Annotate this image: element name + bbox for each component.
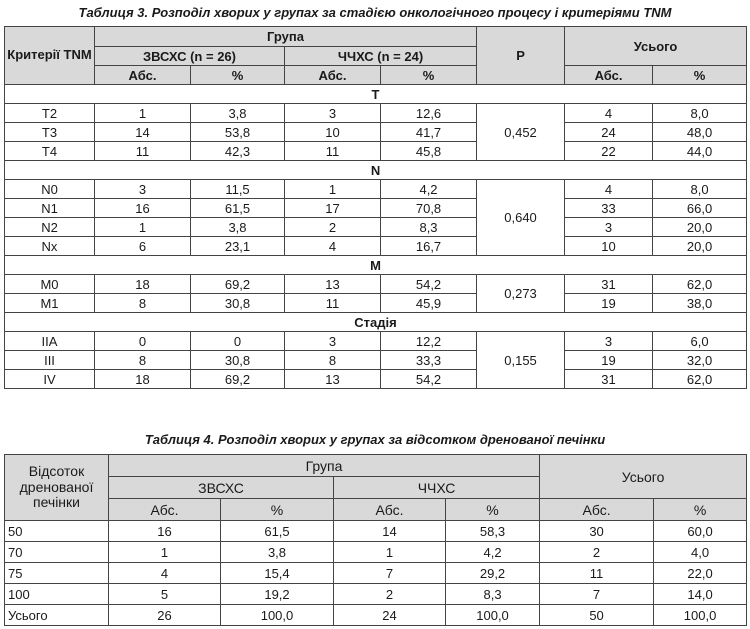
total-abs: 2: [540, 542, 654, 563]
p-value: 0,273: [477, 275, 565, 313]
total-abs: 50: [540, 605, 654, 626]
total-pct: 14,0: [654, 584, 747, 605]
group1-abs: 1: [109, 542, 221, 563]
group1-abs: 16: [95, 199, 191, 218]
total-pct: 44,0: [653, 142, 747, 161]
group2-pct: 16,7: [381, 237, 477, 256]
row-label: T3: [5, 123, 95, 142]
group2-abs: 1: [334, 542, 446, 563]
total-abs: 24: [565, 123, 653, 142]
group2-pct: 8,3: [446, 584, 540, 605]
group2-abs: 14: [334, 521, 446, 542]
table3-caption: Таблиця 3. Розподіл хворих у групах за стадією онкологічного процесу і критеріями TNM: [78, 5, 672, 20]
table3-body: [5, 85, 747, 389]
pct-header: %: [446, 499, 540, 521]
group1-pct: 53,8: [191, 123, 285, 142]
group2-pct: 45,8: [381, 142, 477, 161]
section-title: M: [5, 256, 747, 275]
row-label: 75: [5, 563, 109, 584]
pct-header: %: [191, 66, 285, 85]
group1-pct: 23,1: [191, 237, 285, 256]
group2-abs: 7: [334, 563, 446, 584]
criteria-header: Критерії TNM: [5, 27, 95, 85]
section-title: N: [5, 161, 747, 180]
group2-abs: 4: [285, 237, 381, 256]
group1-pct: 15,4: [221, 563, 334, 584]
pct-header: %: [381, 66, 477, 85]
group2-pct: 4,2: [381, 180, 477, 199]
group2-abs: 1: [285, 180, 381, 199]
group1-abs: 3: [95, 180, 191, 199]
pct-header: %: [221, 499, 334, 521]
table-row: [5, 521, 747, 542]
group2-pct: 45,9: [381, 294, 477, 313]
row-label: 50: [5, 521, 109, 542]
total-abs: 11: [540, 563, 654, 584]
section-title: T: [5, 85, 747, 104]
table-row: [5, 142, 747, 161]
total-abs: 3: [565, 332, 653, 351]
group2-pct: 54,2: [381, 370, 477, 389]
group2-abs: 13: [285, 275, 381, 294]
group2-abs: 13: [285, 370, 381, 389]
group2-pct: 12,2: [381, 332, 477, 351]
group1-pct: 0: [191, 332, 285, 351]
row-label: Nx: [5, 237, 95, 256]
row-label: 70: [5, 542, 109, 563]
total-pct: 62,0: [653, 370, 747, 389]
row-label: Усього: [5, 605, 109, 626]
group2-pct: 100,0: [446, 605, 540, 626]
abs-header: Абс.: [109, 499, 221, 521]
table-row: [5, 605, 747, 626]
total-pct: 4,0: [654, 542, 747, 563]
table-row: [5, 351, 747, 370]
group2-pct: 54,2: [381, 275, 477, 294]
group1-pct: 3,8: [221, 542, 334, 563]
group2-header: ЧЧХС: [334, 477, 540, 499]
group1-abs: 5: [109, 584, 221, 605]
total-header: Усього: [540, 455, 747, 499]
total-abs: 31: [565, 275, 653, 294]
total-abs: 30: [540, 521, 654, 542]
total-abs: 10: [565, 237, 653, 256]
group1-pct: 19,2: [221, 584, 334, 605]
drainage-distribution-table: [4, 454, 747, 626]
p-value: 0,640: [477, 180, 565, 256]
table-row: [5, 294, 747, 313]
table-row: [5, 180, 747, 199]
p-value: 0,452: [477, 104, 565, 161]
group1-pct: 30,8: [191, 294, 285, 313]
group1-pct: 3,8: [191, 218, 285, 237]
group2-pct: 41,7: [381, 123, 477, 142]
total-pct: 20,0: [653, 237, 747, 256]
table-row: [5, 199, 747, 218]
pct-header: %: [654, 499, 747, 521]
group2-abs: 24: [334, 605, 446, 626]
group2-header: ЧЧХС (n = 24): [285, 47, 477, 66]
section-row: [5, 313, 747, 332]
group-header: Група: [95, 27, 477, 47]
group2-abs: 2: [334, 584, 446, 605]
group1-pct: 61,5: [221, 521, 334, 542]
abs-header: Абс.: [334, 499, 446, 521]
group2-abs: 10: [285, 123, 381, 142]
row-label: N1: [5, 199, 95, 218]
total-pct: 20,0: [653, 218, 747, 237]
group1-abs: 8: [95, 294, 191, 313]
row-label: M0: [5, 275, 95, 294]
table-row: [5, 542, 747, 563]
total-abs: 7: [540, 584, 654, 605]
row-label: T2: [5, 104, 95, 123]
group2-pct: 8,3: [381, 218, 477, 237]
total-abs: 3: [565, 218, 653, 237]
group1-abs: 11: [95, 142, 191, 161]
total-abs: 4: [565, 104, 653, 123]
group2-abs: 11: [285, 294, 381, 313]
total-abs: 33: [565, 199, 653, 218]
section-row: [5, 256, 747, 275]
abs-header: Абс.: [285, 66, 381, 85]
group1-abs: 8: [95, 351, 191, 370]
total-pct: 48,0: [653, 123, 747, 142]
pct-header: %: [653, 66, 747, 85]
table-row: [5, 237, 747, 256]
group1-pct: 100,0: [221, 605, 334, 626]
row-label: M1: [5, 294, 95, 313]
table-row: [5, 275, 747, 294]
group1-abs: 1: [95, 218, 191, 237]
tnm-distribution-table: [4, 26, 747, 389]
total-abs: 19: [565, 351, 653, 370]
row-label: 100: [5, 584, 109, 605]
total-abs: 4: [565, 180, 653, 199]
group1-abs: 26: [109, 605, 221, 626]
group2-pct: 4,2: [446, 542, 540, 563]
table-row: [5, 104, 747, 123]
table4-body: [5, 521, 747, 626]
total-pct: 38,0: [653, 294, 747, 313]
row-label: N2: [5, 218, 95, 237]
total-header: Усього: [565, 27, 747, 66]
group1-abs: 4: [109, 563, 221, 584]
total-abs: 19: [565, 294, 653, 313]
total-pct: 8,0: [653, 104, 747, 123]
group1-abs: 1: [95, 104, 191, 123]
group1-abs: 6: [95, 237, 191, 256]
total-pct: 32,0: [653, 351, 747, 370]
group2-pct: 58,3: [446, 521, 540, 542]
section-row: [5, 85, 747, 104]
table-row: [5, 370, 747, 389]
group1-pct: 61,5: [191, 199, 285, 218]
p-value: 0,155: [477, 332, 565, 389]
row-label: IV: [5, 370, 95, 389]
total-abs: 22: [565, 142, 653, 161]
group1-header: ЗВСХС: [109, 477, 334, 499]
group2-abs: 3: [285, 104, 381, 123]
group1-pct: 69,2: [191, 370, 285, 389]
group2-pct: 29,2: [446, 563, 540, 584]
total-abs: 31: [565, 370, 653, 389]
group2-pct: 33,3: [381, 351, 477, 370]
group1-abs: 14: [95, 123, 191, 142]
group1-abs: 18: [95, 275, 191, 294]
table-row: [5, 218, 747, 237]
group2-abs: 2: [285, 218, 381, 237]
group1-pct: 3,8: [191, 104, 285, 123]
group1-header: ЗВСХС (n = 26): [95, 47, 285, 66]
row-label: IIA: [5, 332, 95, 351]
total-pct: 66,0: [653, 199, 747, 218]
abs-header: Абс.: [95, 66, 191, 85]
row-label: T4: [5, 142, 95, 161]
group2-abs: 17: [285, 199, 381, 218]
criteria-header: Відсоток дренованої печінки: [5, 455, 109, 521]
group2-abs: 3: [285, 332, 381, 351]
group2-pct: 70,8: [381, 199, 477, 218]
group1-pct: 69,2: [191, 275, 285, 294]
row-label: III: [5, 351, 95, 370]
group1-abs: 16: [109, 521, 221, 542]
table-row: [5, 563, 747, 584]
group-header: Група: [109, 455, 540, 477]
total-pct: 100,0: [654, 605, 747, 626]
section-row: [5, 161, 747, 180]
group1-pct: 30,8: [191, 351, 285, 370]
group2-abs: 8: [285, 351, 381, 370]
abs-header: Абс.: [540, 499, 654, 521]
table4-caption: Таблиця 4. Розподіл хворих у групах за відсотком дренованої печінки: [144, 432, 606, 447]
group1-pct: 42,3: [191, 142, 285, 161]
total-pct: 22,0: [654, 563, 747, 584]
row-label: N0: [5, 180, 95, 199]
p-header: P: [477, 27, 565, 85]
total-pct: 6,0: [653, 332, 747, 351]
total-pct: 62,0: [653, 275, 747, 294]
total-pct: 60,0: [654, 521, 747, 542]
table-row: [5, 123, 747, 142]
total-pct: 8,0: [653, 180, 747, 199]
abs-header: Абс.: [565, 66, 653, 85]
group1-abs: 18: [95, 370, 191, 389]
section-title: Стадія: [5, 313, 747, 332]
group2-pct: 12,6: [381, 104, 477, 123]
table-row: [5, 584, 747, 605]
group2-abs: 11: [285, 142, 381, 161]
group1-pct: 11,5: [191, 180, 285, 199]
table-row: [5, 332, 747, 351]
group1-abs: 0: [95, 332, 191, 351]
